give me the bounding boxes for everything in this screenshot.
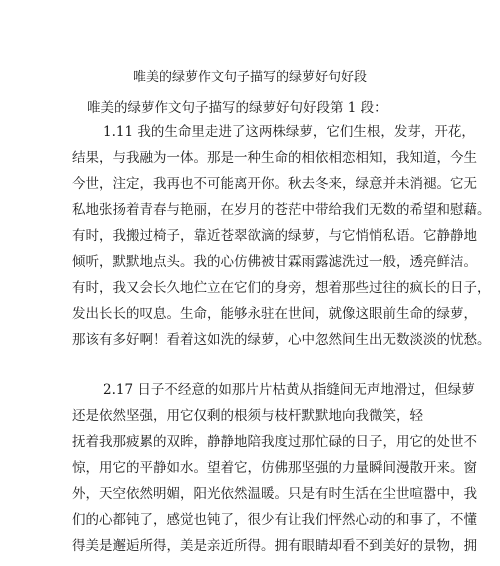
paragraph-line: 外，天空依然明媚，阳光依然温暖。只是有时生活在尘世喧嚣中，我 <box>72 486 477 502</box>
paragraph-line: 发出长长的叹息。生命，能够永驻在世间，就像这眼前生命的绿萝， <box>72 306 477 322</box>
paragraph-line: 结果，与我融为一体。那是一种生命的相依相恋相知，我知道，今生 <box>72 150 477 166</box>
paragraph-line: 2.17 日子不经意的如那片片枯黄从指缝间无声地滑过，但绿萝 <box>103 382 475 398</box>
paragraph-line: 倾听，默默地点头。我的心仿佛被甘霖雨露滤洗过一般，透亮鲜洁。 <box>72 254 477 270</box>
paragraph-line: 惊，用它的平静如水。望着它，仿佛那坚强的力量瞬间漫散开来。窗 <box>72 460 477 476</box>
paragraph-line: 今世，注定，我再也不可能离开你。秋去冬来，绿意并未消褪。它无 <box>72 176 477 192</box>
section-heading: 唯美的绿萝作文句子描写的绿萝好句好段第 1 段： <box>87 100 388 116</box>
paragraph-line: 有时，我又会长久地伫立在它们的身旁，想着那些过往的疯长的日子， <box>72 280 491 296</box>
paragraph-line: 有时，我搬过椅子，靠近苍翠欲滴的绿萝，与它悄悄私语。它静静地 <box>72 228 477 244</box>
paragraph-line: 私地张扬着青春与艳丽，在岁月的苍茫中带给我们无数的希望和慰藉。 <box>72 202 491 218</box>
paragraph-line: 得美是邂逅所得，美是亲近所得。拥有眼睛却看不到美好的景物，拥 <box>72 538 477 554</box>
paragraph-line: 还是依然坚强，用它仅剩的根须与枝杆默默地向我微笑，轻 <box>72 408 423 424</box>
paragraph-line: 那该有多好啊！看着这如洗的绿萝，心中忽然间生出无数淡淡的忧愁。 <box>72 332 491 348</box>
paragraph-line: 1.11 我的生命里走进了这两株绿萝，它们生根，发芽，开花， <box>103 124 475 140</box>
paragraph-line: 抚着我那疲累的双眸，静静地陪我度过那忙碌的日子，用它的处世不 <box>72 434 477 450</box>
paragraph-line: 们的心都钝了，感觉也钝了，很少有让我们怦然心动的和事了，不懂 <box>72 512 477 528</box>
document-title: 唯美的绿萝作文句子描写的绿萝好句好段 <box>132 70 367 85</box>
